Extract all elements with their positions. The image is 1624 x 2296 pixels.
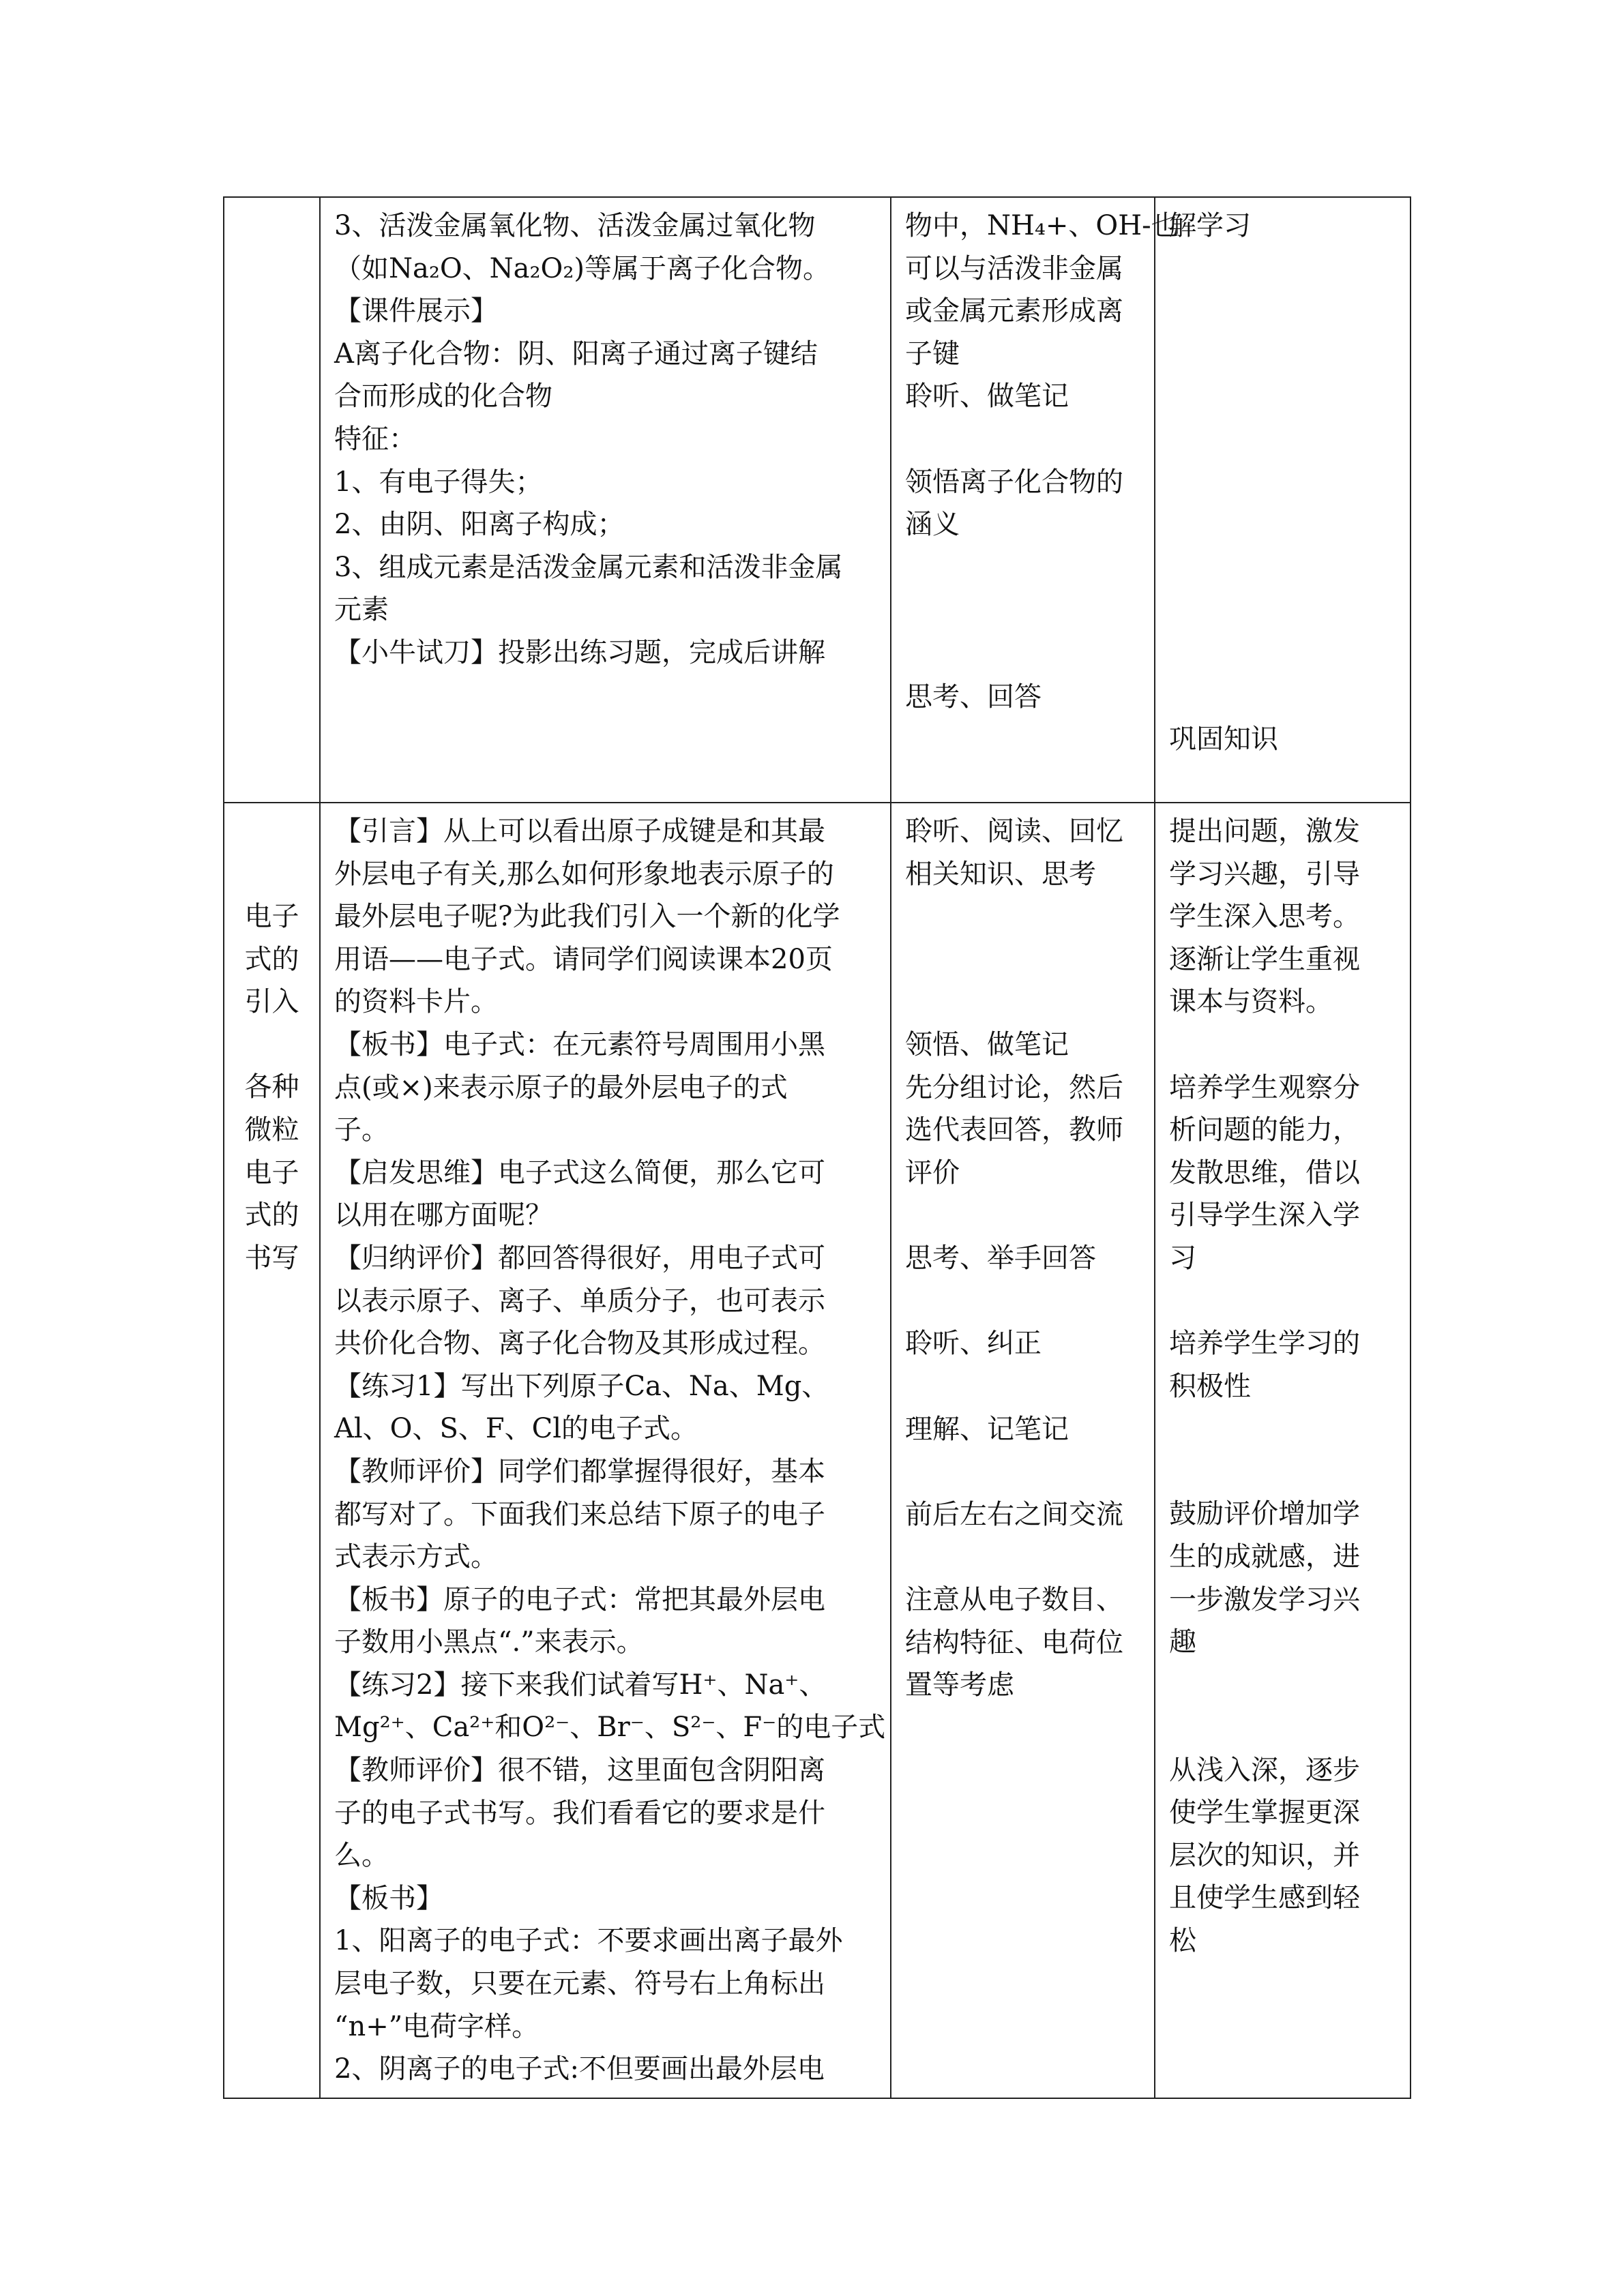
text-line: 各种 bbox=[244, 1071, 299, 1103]
text-line: A离子化合物：阴、阳离子通过离子键结 bbox=[334, 338, 818, 370]
text-line: 从浅入深，逐步 bbox=[1169, 1754, 1360, 1786]
text-line: 层电子数，只要在元素、符号右上角标出 bbox=[334, 1968, 825, 2000]
text-line: 1、有电子得失； bbox=[334, 466, 543, 498]
text-line: 可以与活泼非金属 bbox=[905, 252, 1123, 284]
text-line: Al、O、S、F、Cl的电子式。 bbox=[334, 1413, 698, 1445]
text-line: 2、阴离子的电子式:不但要画出最外层电 bbox=[334, 2053, 825, 2085]
text-line: 积极性 bbox=[1169, 1370, 1251, 1402]
text-line: 学习兴趣，引导 bbox=[1169, 858, 1360, 890]
text-line: 领悟、做笔记 bbox=[905, 1029, 1069, 1061]
text-line: 提出问题，激发 bbox=[1169, 816, 1360, 847]
text-line: 一步激发学习兴 bbox=[1169, 1583, 1360, 1615]
text-line: 电子 bbox=[244, 1157, 299, 1189]
text-line: 相关知识、思考 bbox=[905, 858, 1096, 890]
text-line: 微粒 bbox=[244, 1114, 299, 1146]
text-line: 松 bbox=[1169, 1925, 1196, 1957]
text-line: 先分组讨论，然后 bbox=[905, 1071, 1123, 1103]
table-row bbox=[224, 803, 1411, 2098]
text-line: 【板书】 bbox=[334, 1882, 443, 1914]
student-activity-cell bbox=[891, 803, 1155, 2098]
text-line: 层次的知识，并 bbox=[1169, 1839, 1360, 1871]
text-line: 式的 bbox=[244, 943, 299, 975]
text-line: 涵义 bbox=[905, 509, 960, 541]
text-line: 合而形成的化合物 bbox=[334, 381, 552, 413]
text-line: 巩固知识 bbox=[1169, 723, 1278, 755]
text-line: 习 bbox=[1169, 1242, 1196, 1274]
text-line: 式表示方式。 bbox=[334, 1541, 498, 1573]
text-line: 【小牛试刀】投影出练习题，完成后讲解 bbox=[334, 636, 825, 668]
text-line: 子。 bbox=[334, 1114, 389, 1146]
teacher-activity-cell bbox=[320, 197, 891, 803]
text-line: 【课件展示】 bbox=[334, 295, 498, 327]
text-line: 书写 bbox=[244, 1242, 299, 1274]
text-line: 评价 bbox=[905, 1157, 960, 1189]
text-line: 解学习 bbox=[1169, 210, 1251, 241]
text-line: 聆听、阅读、回忆 bbox=[905, 816, 1123, 847]
text-line: 培养学生观察分 bbox=[1169, 1071, 1360, 1103]
text-line: 【板书】原子的电子式：常把其最外层电 bbox=[334, 1583, 825, 1615]
text-line: “n+”电荷字样。 bbox=[334, 2010, 540, 2042]
text-line: 电子 bbox=[244, 901, 299, 932]
text-line: Mg²⁺、Ca²⁺和O²⁻、Br⁻、S²⁻、F⁻的电子式 bbox=[334, 1712, 886, 1744]
text-line: 用语——电子式。请同学们阅读课本20页 bbox=[334, 943, 833, 975]
text-line: 子的电子式书写。我们看看它的要求是什 bbox=[334, 1797, 825, 1829]
design-intent-cell bbox=[1155, 197, 1411, 803]
text-line: 【教师评价】很不错，这里面包含阴阳离 bbox=[334, 1755, 825, 1787]
text-line: 聆听、做笔记 bbox=[905, 381, 1069, 413]
text-line: 的资料卡片。 bbox=[334, 986, 498, 1018]
text-line: 【板书】电子式：在元素符号周围用小黑 bbox=[334, 1028, 825, 1060]
text-line: 3、活泼金属氧化物、活泼金属过氧化物 bbox=[334, 210, 816, 241]
text-line: 注意从电子数目、 bbox=[905, 1583, 1123, 1615]
text-line: 么。 bbox=[334, 1840, 389, 1872]
student-activity-cell bbox=[891, 197, 1179, 803]
text-line: 且使学生感到轻 bbox=[1169, 1882, 1360, 1914]
text-line: 1、阳离子的电子式：不要求画出离子最外 bbox=[334, 1925, 843, 1957]
table-row bbox=[224, 197, 1411, 803]
text-line: 共价化合物、离子化合物及其形成过程。 bbox=[334, 1328, 825, 1360]
text-line: 3、组成元素是活泼金属元素和活泼非金属 bbox=[334, 551, 843, 583]
text-line: 【引言】从上可以看出原子成键是和其最 bbox=[334, 816, 825, 847]
design-intent-cell bbox=[1155, 803, 1411, 2098]
text-line: 物中，NH₄+、OH-也 bbox=[905, 210, 1179, 241]
text-line: 【归纳评价】都回答得很好，用电子式可 bbox=[334, 1242, 825, 1274]
text-line: 或金属元素形成离 bbox=[905, 295, 1123, 327]
text-line: 外层电子有关,那么如何形象地表示原子的 bbox=[334, 858, 834, 890]
text-line: 置等考虑 bbox=[905, 1669, 1014, 1701]
lesson-plan-table bbox=[223, 196, 1411, 2099]
text-line: 子键 bbox=[905, 338, 960, 370]
text-line: 析问题的能力， bbox=[1169, 1114, 1360, 1146]
text-line: 2、由阴、阳离子构成； bbox=[334, 509, 625, 541]
text-line: 引导学生深入学 bbox=[1169, 1199, 1360, 1232]
text-line: 前后左右之间交流 bbox=[905, 1498, 1123, 1530]
text-line: 元素 bbox=[334, 594, 389, 626]
teacher-activity-cell bbox=[320, 803, 891, 2098]
text-line: （如Na₂O、Na₂O₂)等属于离子化合物。 bbox=[334, 252, 830, 284]
text-line: 学生深入思考。 bbox=[1169, 901, 1360, 933]
text-line: 逐渐让学生重视 bbox=[1169, 943, 1360, 975]
text-line: 【练习2】接下来我们试着写H⁺、Na⁺、 bbox=[334, 1669, 827, 1701]
text-line: 使学生掌握更深 bbox=[1169, 1797, 1360, 1829]
text-line: 理解、记笔记 bbox=[905, 1413, 1069, 1445]
text-line: 领悟离子化合物的 bbox=[905, 466, 1123, 498]
text-line: 式的 bbox=[244, 1199, 299, 1232]
text-line: 思考、回答 bbox=[905, 681, 1042, 713]
text-line: 【练习1】写出下列原子Ca、Na、Mg、 bbox=[334, 1370, 829, 1402]
text-line: 【教师评价】同学们都掌握得很好，基本 bbox=[334, 1455, 825, 1487]
text-line: 最外层电子呢?为此我们引入一个新的化学 bbox=[334, 901, 840, 933]
stage-cell bbox=[224, 197, 320, 803]
text-line: 课本与资料。 bbox=[1169, 986, 1333, 1018]
text-line: 选代表回答，教师 bbox=[905, 1114, 1123, 1146]
text-line: 聆听、纠正 bbox=[905, 1328, 1042, 1360]
text-line: 培养学生学习的 bbox=[1169, 1328, 1360, 1360]
text-line: 趣 bbox=[1169, 1626, 1196, 1658]
text-line: 生的成就感，进 bbox=[1169, 1540, 1360, 1572]
text-line: 【启发思维】电子式这么简便，那么它可 bbox=[334, 1157, 825, 1189]
text-line: 都写对了。下面我们来总结下原子的电子 bbox=[334, 1498, 825, 1530]
text-line: 结构特征、电荷位 bbox=[905, 1626, 1123, 1658]
text-line: 子数用小黑点“.”来表示。 bbox=[334, 1626, 644, 1658]
text-line: 以用在哪方面呢？ bbox=[334, 1199, 552, 1232]
text-line: 以表示原子、离子、单质分子，也可表示 bbox=[334, 1285, 825, 1317]
text-line: 特征： bbox=[334, 423, 416, 455]
text-line: 点(或×)来表示原子的最外层电子的式 bbox=[334, 1071, 788, 1103]
text-line: 引入 bbox=[244, 986, 299, 1018]
text-line: 发散思维，借以 bbox=[1169, 1157, 1360, 1189]
stage-cell bbox=[224, 803, 320, 2098]
text-line: 思考、举手回答 bbox=[905, 1242, 1096, 1274]
text-line: 鼓励评价增加学 bbox=[1169, 1498, 1360, 1530]
